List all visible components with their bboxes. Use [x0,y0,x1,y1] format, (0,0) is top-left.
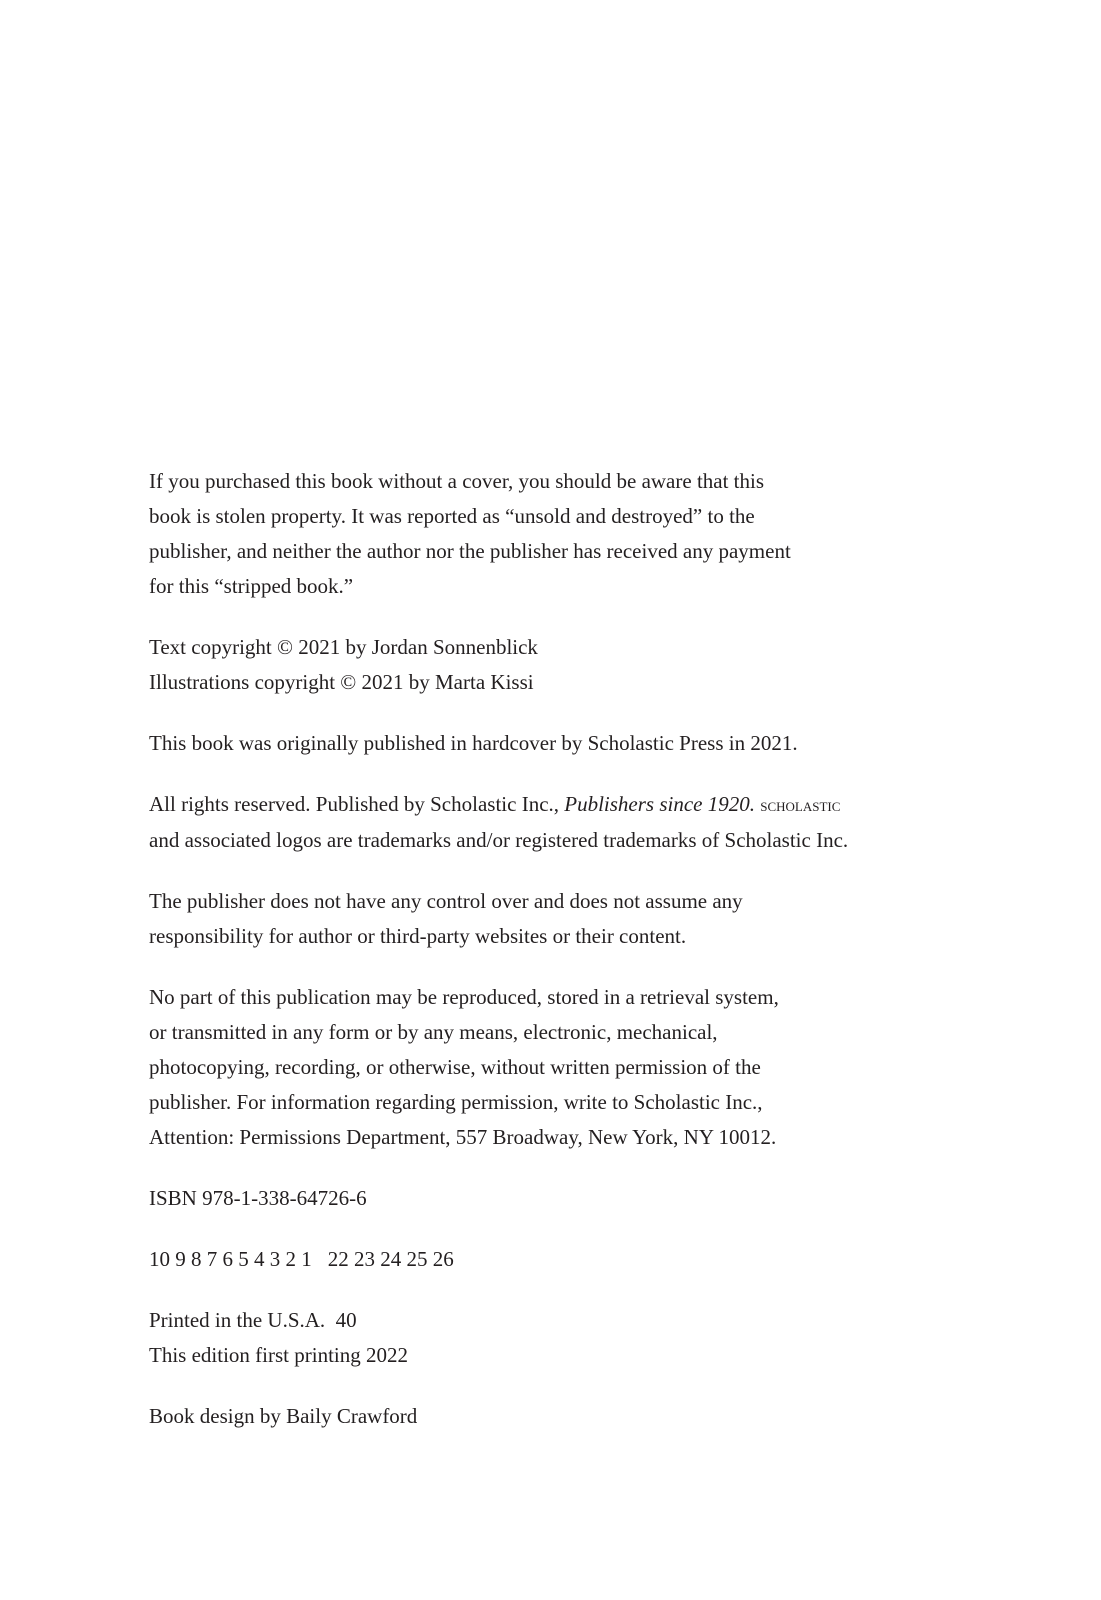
stripped-book-warning [149,464,1009,604]
rights-reserved [149,787,1009,858]
text-copyright: Text copyright © 2021 by Jordan Sonnenblick [149,635,538,659]
design-credit-block [149,1399,1009,1434]
disclaimer-line: The publisher does not have any control over and does not assume any [149,889,743,913]
reproduction-line: or transmitted in any form or by any means, electronic, mechanical, [149,1020,718,1044]
rights-prefix: All rights reserved. Published by Scholastic Inc., [149,792,565,816]
warning-line: publisher, and neither the author nor the publisher has received any payment [149,539,791,563]
illustrations-copyright: Illustrations copyright © 2021 by Marta Kissi [149,670,534,694]
reproduction-line: photocopying, recording, or otherwise, without written permission of the [149,1055,761,1079]
year-numbers: 22 23 24 25 26 [327,1247,454,1271]
printed-in: Printed in the U.S.A. 40 [149,1308,357,1332]
edition-printing: This edition first printing 2022 [149,1343,408,1367]
scholastic-trademark: scholastic [760,795,841,816]
rights-line-2: and associated logos are trademarks and/or registered trademarks of Scholastic Inc. [149,828,849,852]
copyright-notice [149,630,1009,700]
reproduction-line: Attention: Permissions Department, 557 Broadway, New York, NY 10012. [149,1125,777,1149]
publishers-since: Publishers since 1920. [564,792,755,816]
website-disclaimer [149,884,1009,954]
copyright-block [149,464,1009,1460]
original-publication-note [149,726,1009,761]
isbn-block [149,1181,1009,1216]
original-publication-line: This book was originally published in hardcover by Scholastic Press in 2021. [149,731,798,755]
design-credit: Book design by Baily Crawford [149,1404,418,1428]
isbn-number: ISBN 978-1-338-64726-6 [149,1186,367,1210]
warning-line: book is stolen property. It was reported as “unsold and destroyed” to the [149,504,755,528]
warning-line: for this “stripped book.” [149,574,354,598]
reproduction-line: publisher. For information regarding permission, write to Scholastic Inc., [149,1090,763,1114]
impression-numbers: 10 9 8 7 6 5 4 3 2 1 [149,1247,312,1271]
reproduction-notice [149,980,1009,1155]
reproduction-line: No part of this publication may be reproduced, stored in a retrieval system, [149,985,779,1009]
rights-line-1 [149,787,1009,823]
printing-info [149,1303,1009,1373]
disclaimer-line: responsibility for author or third-party websites or their content. [149,924,687,948]
warning-line: If you purchased this book without a cover, you should be aware that this [149,469,765,493]
printer-key-line [149,1242,1009,1277]
printer-key [149,1242,1009,1277]
